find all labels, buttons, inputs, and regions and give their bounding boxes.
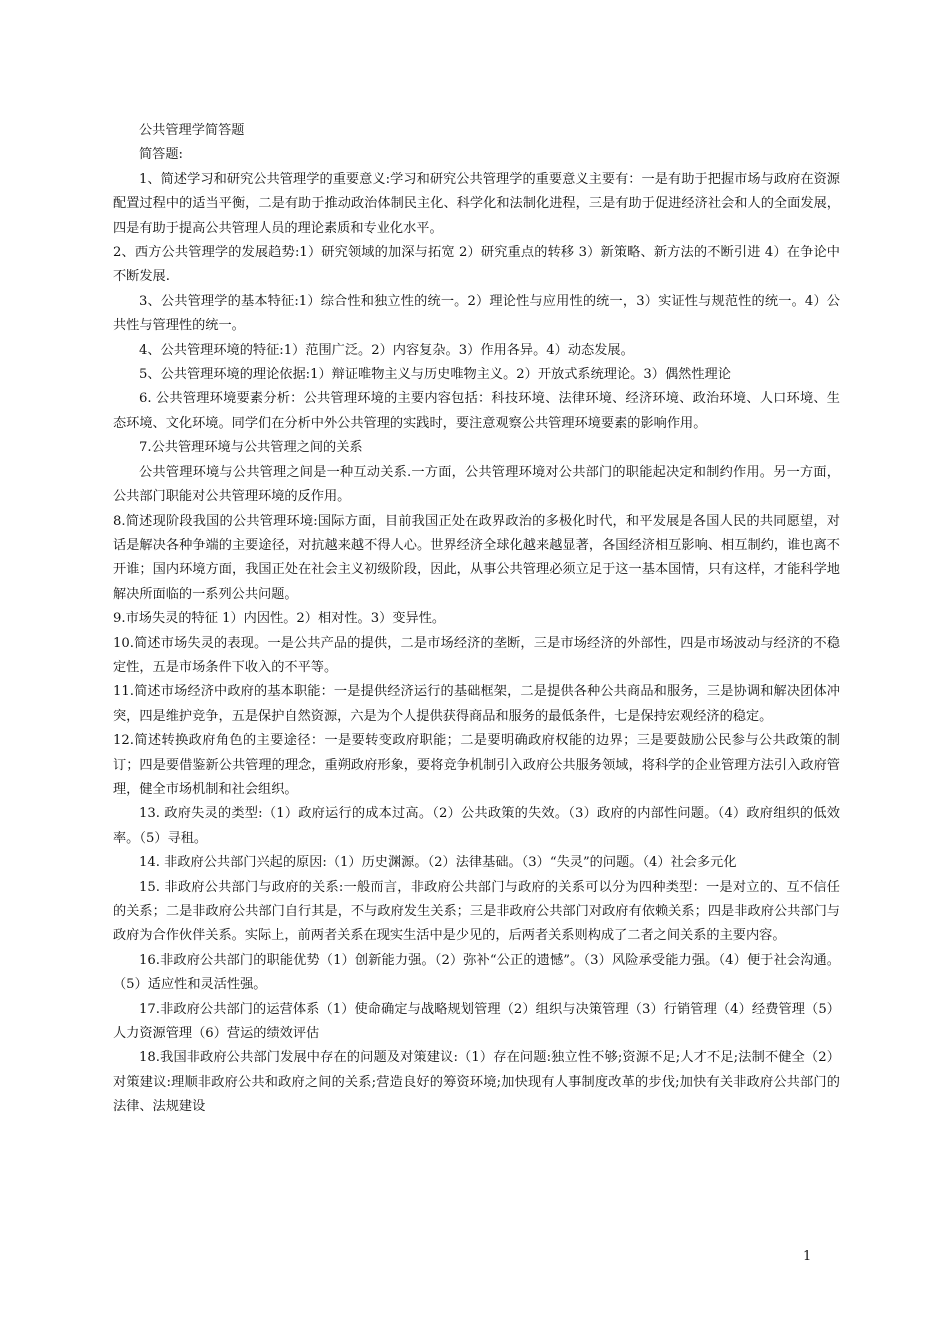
paragraph-15: 15. 非政府公共部门与政府的关系:一般而言，非政府公共部门与政府的关系可以分为四种类型：一是对立的、互不信任的关系；二是非政府公共部门自行其是，不与政府发生关系；三是非政府公共部门对政府有依赖关系；四是非政府公共部门与政府为合作伙伴关系。实际上，前两者关系在现实生活中是少见的，后两者关系则构成了二者之间关系的主要内容。 [113,879,840,944]
paragraph-8: 8.简述现阶段我国的公共管理环境:国际方面，目前我国正处在政界政治的多极化时代，和平发展是各国人民的共同愿望，对话是解决各种争端的主要途径，对抗越来越不得人心。世界经济全球化越来越显著，各国经济相互影响、相互制约，谁也离不开谁；国内环境方面，我国正处在社会主义初级阶段，因此，从事公共管理必须立足于这一基本国情，只有这样，才能科学地解决所面临的一系列公共问题。 [113,513,840,602]
paragraph-7-heading: 7.公共管理环境与公共管理之间的关系 [139,440,363,456]
paragraph-3: 3、公共管理学的基本特征:1）综合性和独立性的统一。2）理论性与应用性的统一，3）实证性与规范性的统一。4）公共性与管理性的统一。 [113,293,840,334]
paragraph-7-body: 公共管理环境与公共管理之间是一种互动关系.一方面，公共管理环境对公共部门的职能起决定和制约作用。另一方面，公共部门职能对公共管理环境的反作用。 [113,464,840,505]
paragraph-17: 17.非政府公共部门的运营体系（1）使命确定与战略规划管理（2）组织与决策管理（3）行销管理（4）经费管理（5）人力资源管理（6）营运的绩效评估 [113,1001,840,1042]
paragraph-2: 2、西方公共管理学的发展趋势:1）研究领域的加深与拓宽 2）研究重点的转移 3）新策略、新方法的不断引进 4）在争论中不断发展. [113,245,840,285]
page-number: 1 [803,1249,812,1264]
document-body [113,119,840,1120]
paragraph-13: 13. 政府失灵的类型:（1）政府运行的成本过高。（2）公共政策的失效。（3）政府的内部性问题。（4）政府组织的低效率。（5）寻租。 [113,806,840,846]
paragraph-4: 4、公共管理环境的特征:1）范围广泛。2）内容复杂。3）作用各异。4）动态发展。 [139,342,634,358]
section-heading: 简答题: [139,147,184,163]
document-title: 公共管理学简答题 [139,123,245,138]
paragraph-12: 12.简述转换政府角色的主要途径：一是要转变政府职能；二是要明确政府权能的边界；三是要鼓励公民参与公共政策的制订；四是要借鉴新公共管理的理念，重朔政府形象，要将竞争机制引入政府公共服务领域，将科学的企业管理方法引入政府管理，健全市场机制和社会组织。 [113,733,840,797]
paragraph-6: 6. 公共管理环境要素分析：公共管理环境的主要内容包括：科技环境、法律环境、经济环境、政治环境、人口环境、生态环境、文化环境。同学们在分析中外公共管理的实践时，要注意观察公共管理环境要素的影响作用。 [113,391,840,431]
paragraph-1: 1、简述学习和研究公共管理学的重要意义:学习和研究公共管理学的重要意义主要有：一是有助于把握市场与政府在资源配置过程中的适当平衡，二是有助于推动政治体制民主化、科学化和法制化进程，三是有助于促进经济社会和人的全面发展，四是有助于提高公共管理人员的理论素质和专业化水平。 [113,171,840,236]
paragraph-14: 14. 非政府公共部门兴起的原因:（1）历史渊源。（2）法律基础。（3）“失灵”的问题。（4）社会多元化 [139,855,737,871]
paragraph-10: 10.简述市场失灵的表现。一是公共产品的提供，二是市场经济的垄断，三是市场经济的外部性，四是市场波动与经济的不稳定性，五是市场条件下收入的不平等。 [113,635,840,675]
paragraph-11: 11.简述市场经济中政府的基本职能：一是提供经济运行的基础框架，二是提供各种公共商品和服务，三是协调和解决团体冲突，四是维护竞争，五是保护自然资源，六是为个人提供获得商品和服务的最低条件，七是保持宏观经济的稳定。 [113,684,840,724]
paragraph-18: 18.我国非政府公共部门发展中存在的问题及对策建议:（1）存在问题:独立性不够;资源不足;人才不足;法制不健全（2）对策建议:理顺非政府公共和政府之间的关系;营造良好的筹资环境;加快现有人事制度改革的步伐;加快有关非政府公共部门的法律、法规建设 [113,1050,840,1115]
paragraph-16: 16.非政府公共部门的职能优势（1）创新能力强。（2）弥补“公正的遗憾”。（3）风险承受能力强。（4）便于社会沟通。（5）适应性和灵活性强。 [113,952,840,993]
paragraph-5: 5、公共管理环境的理论依据:1）辩证唯物主义与历史唯物主义。2）开放式系统理论。3）偶然性理论 [139,367,731,383]
paragraph-9: 9.市场失灵的特征 1）内因性。2）相对性。3）变异性。 [113,611,446,627]
